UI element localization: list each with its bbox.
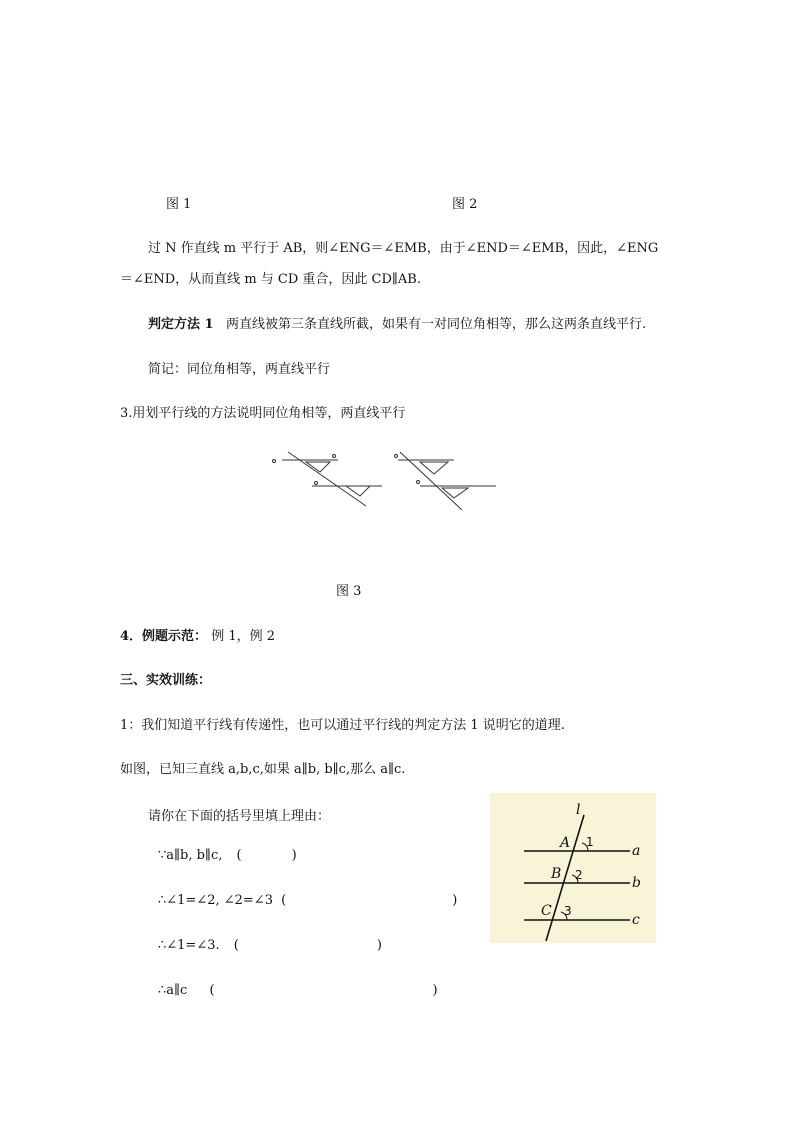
angle-3-label: 3 — [564, 904, 572, 918]
figure-2-caption: 图 2 — [452, 197, 478, 212]
exercise-1: 1：我们知道平行线有传递性，也可以通过平行线的判定方法 1 说明它的道理. — [120, 718, 565, 733]
proof-step-3-open-paren: ( — [233, 938, 239, 953]
proof-step-1-statement: ∵a∥b, b∥c, — [158, 848, 223, 863]
proof-step-4-statement: ∴a∥c — [158, 983, 188, 998]
figure-3-caption: 图 3 — [336, 584, 362, 599]
figure-3-diagram — [270, 448, 502, 510]
angle-2-label: 2 — [575, 868, 583, 882]
item-3: 3.用划平行线的方法说明同位角相等，两直线平行 — [120, 406, 406, 421]
proof-step-1 — [158, 848, 297, 863]
label-l: l — [576, 802, 581, 818]
parallel-lines-diagram — [490, 793, 656, 943]
proof-step-4-close-paren: ) — [432, 983, 438, 998]
figure-1-caption: 图 1 — [166, 197, 192, 212]
label-B: B — [551, 866, 562, 882]
label-C: C — [541, 903, 552, 919]
item-4-label: 4．例题示范： — [120, 629, 208, 644]
proof-step-3 — [158, 938, 382, 953]
proof-paragraph-line1: 过 N 作直线 m 平行于 AB，则∠ENG＝∠EMB，由于∠END＝∠EMB，因此，∠ENG — [148, 241, 659, 256]
proof-step-1-close-paren: ) — [291, 848, 297, 863]
brief-note: 简记：同位角相等，两直线平行 — [148, 362, 331, 377]
fill-prompt: 请你在下面的括号里填上理由： — [148, 809, 331, 824]
proof-step-4-open-paren: ( — [209, 983, 215, 998]
method-1 — [148, 313, 646, 332]
parallel-lines-figure — [490, 793, 656, 943]
angle-1-label: 1 — [586, 835, 594, 849]
method-1-text: 两直线被第三条直线所截，如果有一对同位角相等，那么这两条直线平行. — [225, 317, 647, 332]
item-4 — [120, 625, 275, 644]
item-4-text: 例 1，例 2 — [211, 629, 275, 644]
proof-step-3-close-paren: ) — [376, 938, 382, 953]
given-statement: 如图，已知三直线 a,b,c,如果 a∥b, b∥c,那么 a∥c. — [120, 762, 406, 777]
label-b: b — [632, 875, 641, 891]
proof-step-2-statement: ∴∠1=∠2, ∠2=∠3 — [158, 893, 273, 908]
proof-paragraph-line2: ＝∠END，从而直线 m 与 CD 重合，因此 CD∥AB. — [120, 272, 421, 287]
label-a: a — [632, 843, 641, 859]
proof-step-2-close-paren: ) — [452, 893, 458, 908]
section-3-heading: 三、实效训练： — [120, 673, 212, 688]
proof-step-1-open-paren: ( — [236, 848, 242, 863]
proof-step-3-statement: ∴∠1=∠3. — [158, 938, 220, 953]
method-1-label: 判定方法 1 — [148, 317, 214, 332]
proof-step-2 — [158, 893, 457, 908]
label-A: A — [560, 835, 571, 851]
proof-step-2-open-paren: ( — [281, 893, 287, 908]
label-c: c — [632, 912, 640, 928]
proof-step-4 — [158, 983, 438, 998]
